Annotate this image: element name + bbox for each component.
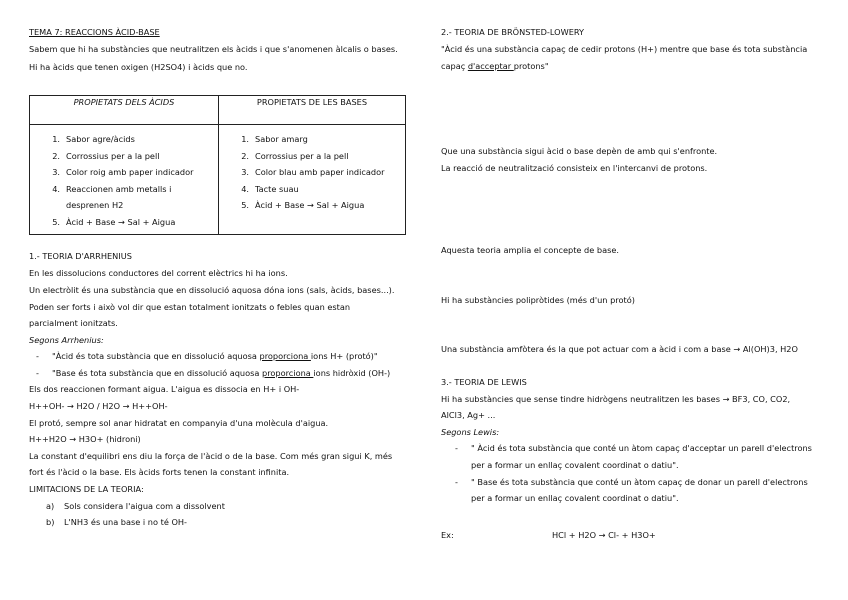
arrhenius-heading: 1.- TEORIA D'ARRHENIUS [29, 251, 132, 261]
bases-header: PROPIETATS DE LES BASES [219, 96, 406, 125]
bases-property-item: 5. Àcid + Base → Sal + Aigua [241, 200, 365, 210]
arrhenius-line-2: Un electròlit és una substància que en dissolució aquosa dóna ions (sals, àcids, bases...). [29, 285, 395, 295]
lewis-segons: Segons Lewis: [441, 427, 500, 437]
arrhenius-line-9: La constant d'equilibri ens diu la força de l'àcid o de la base. Com més gran sigui K, més [29, 451, 393, 461]
acids-property-item: 4. Reaccionen amb metalls i [52, 183, 172, 194]
lewis-base-definition-1: - " Base és tota substància que conté un àtom capaç de donar un parell d'electrons [455, 477, 808, 487]
arrhenius-line-3: Poden ser forts i això vol dir que estan totalment ionitzats o febles quan estan [29, 302, 351, 312]
arrhenius-line-5: Els dos reaccionen formant aigua. L'aigua es dissocia en H+ i OH- [29, 384, 300, 394]
bases-property-item: 3. Color blau amb paper indicador [241, 167, 385, 177]
bronsted-line-1: Que una substància sigui àcid o base depèn de amb qui s'enfronte. [441, 146, 718, 156]
bronsted-line-5: Una substància amfòtera és la que pot actuar com a àcid i com a base → Al(OH)3, H2O [441, 344, 798, 354]
intro-line-2: Hi ha àcids que tenen oxigen (H2SO4) i àcids que no. [29, 62, 248, 72]
lewis-line-2: AlCl3, Ag+ ... [441, 410, 496, 420]
bronsted-line-4: Hi ha substàncies polipròtides (més d'un protó) [441, 295, 635, 305]
arrhenius-line-4: parcialment ionitzats. [29, 318, 118, 328]
document-title: TEMA 7: REACCIONS ÀCID-BASE [29, 27, 160, 37]
intro-line-1: Sabem que hi ha substàncies que neutralitzen els àcids i que s'anomenen àlcalis o bases. [29, 44, 398, 54]
acids-list [31, 131, 217, 230]
properties-table [29, 95, 406, 235]
bronsted-line-2: La reacció de neutralització consisteix en l'intercanvi de protons. [441, 163, 708, 173]
acids-properties-cell [30, 125, 219, 235]
arrhenius-base-definition: - "Base és tota substància que en dissolució aquosa proporciona ions hidròxid (OH-) [36, 368, 391, 378]
bronsted-line-3: Aquesta teoria amplia el concepte de base. [441, 245, 620, 255]
acids-property-item: 5. Àcid + Base → Sal + Aigua [52, 216, 176, 227]
lewis-acid-definition-1: - " Àcid és tota substància que conté un àtom capaç d'acceptar un parell d'electrons [455, 443, 812, 453]
bronsted-definition-line-1: "Àcid és una substància capaç de cedir protons (H+) mentre que base és tota substància [441, 44, 808, 54]
arrhenius-equation-2: H++H2O → H3O+ (hidroni) [29, 434, 141, 444]
lewis-heading: 3.- TEORIA DE LEWIS [441, 377, 527, 387]
bronsted-definition-line-2: capaç d'acceptar protons" [441, 61, 549, 71]
lewis-acid-definition-2: per a formar un enllaç covalent coordinat o datiu". [471, 460, 679, 470]
acids-property-item: 2. Corrossius per a la pell [52, 150, 160, 161]
bases-property-item: 2. Corrossius per a la pell [241, 150, 349, 161]
example-label: Ex: [441, 530, 454, 540]
limitation-a: a) Sols considera l'aigua com a dissolvent [46, 501, 225, 511]
acids-property-item: 1. Sabor agre/àcids [52, 134, 135, 144]
limitations-heading: LIMITACIONS DE LA TEORIA: [29, 484, 144, 494]
acids-property-item: 3. Color roig amb paper indicador [52, 167, 194, 177]
limitation-b: b) L'NH3 és una base i no té OH- [46, 517, 188, 527]
bases-property-item: 1. Sabor amarg [241, 134, 308, 144]
acids-header: PROPIETATS DELS ÀCIDS [30, 96, 219, 125]
arrhenius-line-1: En les dissolucions conductores del corrent elèctrics hi ha ions. [29, 268, 288, 278]
arrhenius-line-10: fort és l'àcid o la base. Els àcids forts tenen la constant infinita. [29, 467, 290, 477]
arrhenius-segons: Segons Arrhenius: [29, 335, 104, 345]
example-equation: HCl + H2O → Cl- + H3O+ [552, 530, 656, 540]
lewis-base-definition-2: per a formar un enllaç covalent coordinat o datiu". [471, 493, 679, 503]
arrhenius-acid-definition: - "Àcid és tota substància que en dissolució aquosa proporciona ions H+ (protó)" [36, 351, 378, 361]
arrhenius-equation-1: H++OH- → H2O / H2O → H++OH- [29, 401, 168, 411]
bronsted-heading: 2.- TEORIA DE BRÖNSTED-LOWERY [441, 27, 585, 37]
bases-list [220, 131, 404, 214]
acids-property-item: desprenen H2 [66, 200, 124, 210]
arrhenius-line-7: El protó, sempre sol anar hidratat en companyia d'una molècula d'aigua. [29, 418, 329, 428]
lewis-line-1: Hi ha substàncies que sense tindre hidrògens neutralitzen les bases → BF3, CO, CO2, [441, 394, 791, 404]
bases-property-item: 4. Tacte suau [241, 183, 299, 194]
bases-properties-cell [219, 125, 406, 235]
